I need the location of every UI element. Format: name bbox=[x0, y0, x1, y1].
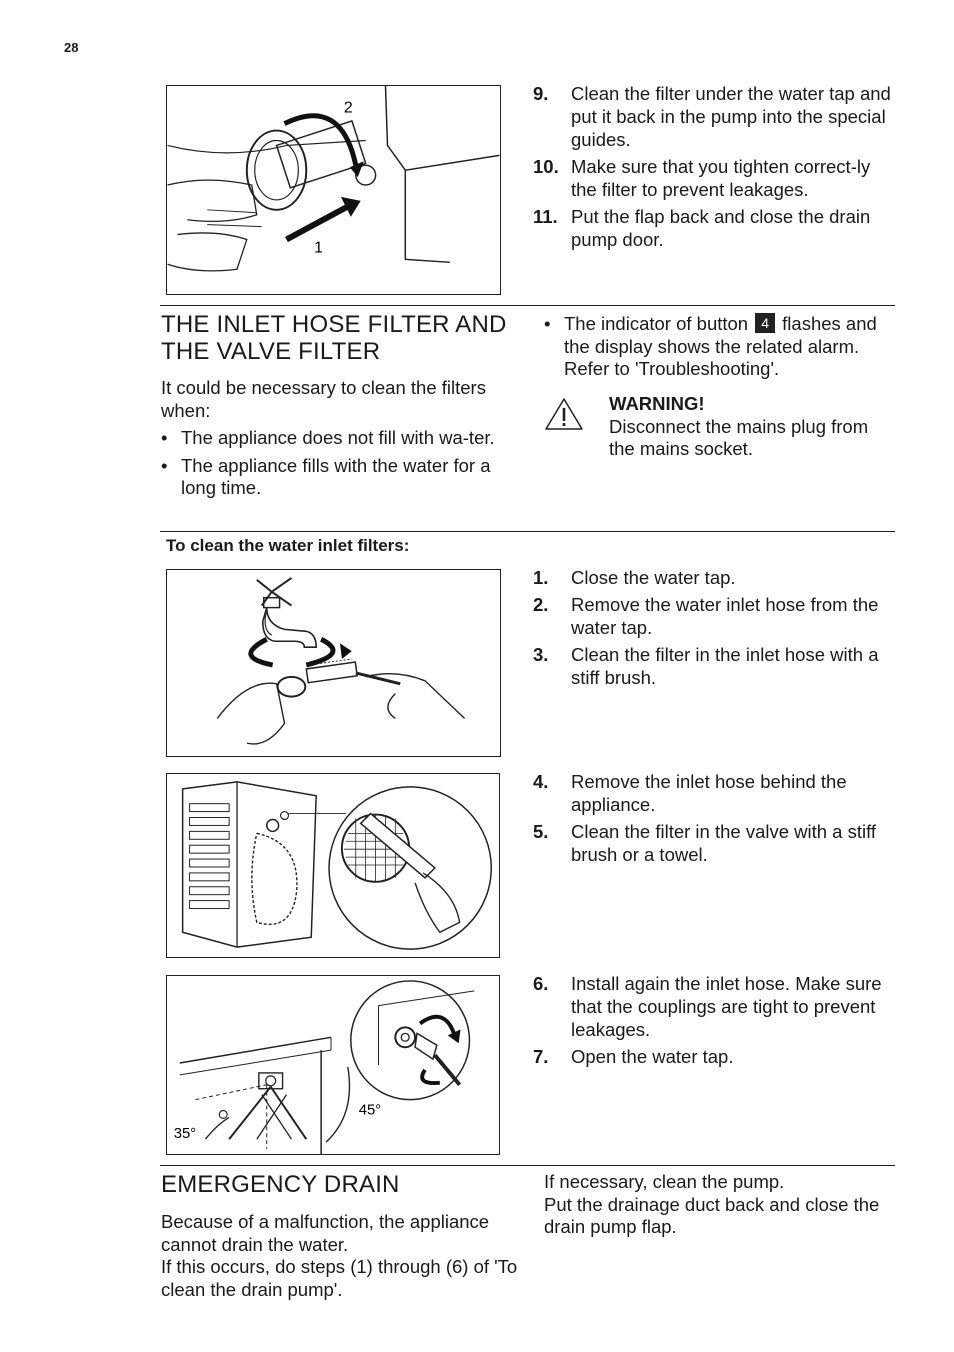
emergency-heading: EMERGENCY DRAIN bbox=[161, 1171, 400, 1198]
section-divider bbox=[160, 305, 895, 306]
hose-angle-illustration bbox=[166, 975, 500, 1155]
warning-text: Disconnect the mains plug from the mains socket. bbox=[609, 415, 869, 459]
valve-filter-illustration bbox=[166, 773, 500, 958]
warning-title: WARNING! bbox=[609, 393, 705, 414]
step-4: 4. Remove the inlet hose behind the appliance. bbox=[533, 771, 847, 815]
button-4-key: 4 bbox=[755, 313, 775, 333]
drain-filter-illustration bbox=[166, 85, 501, 295]
steps-6-7 bbox=[533, 972, 893, 1068]
bullet-item: • The appliance fills with the water for a long time. bbox=[161, 454, 491, 498]
indicator-text-pre: The indicator of button bbox=[564, 313, 749, 334]
step-6: 6. Install again the inlet hose. Make sure that the couplings are tight to prevent leakages. bbox=[533, 973, 882, 1040]
step-9: 9. Clean the filter under the water tap and put it back in the pump into the special guides. bbox=[533, 83, 891, 150]
bullet-item: • The appliance does not fill with wa-ter. bbox=[161, 427, 495, 448]
steps-1-3 bbox=[533, 566, 893, 689]
steps-9-11 bbox=[533, 82, 893, 251]
step-3: 3. Clean the filter in the inlet hose with a stiff brush. bbox=[533, 644, 879, 688]
inlet-filter-section bbox=[161, 311, 521, 500]
step-1: 1. Close the water tap. bbox=[533, 567, 736, 588]
figure-label-1: 1 bbox=[314, 239, 323, 257]
emergency-text-1: Because of a malfunction, the appliance cannot drain the water. bbox=[161, 1211, 490, 1255]
angle-35-label: 35° bbox=[173, 1126, 197, 1143]
step-11: 11. Put the flap back and close the drain pump door. bbox=[533, 206, 871, 250]
step-10: 10. Make sure that you tighten correct-ly the filter to prevent leakages. bbox=[533, 156, 871, 200]
emergency-right-column bbox=[544, 1171, 889, 1239]
emergency-right-2: Put the drainage duct back and close the drain pump flap. bbox=[544, 1193, 880, 1237]
step-5: 5. Clean the filter in the valve with a stiff brush or a towel. bbox=[533, 821, 877, 865]
section-divider bbox=[160, 531, 895, 532]
emergency-text-2: If this occurs, do steps (1) through (6) of 'To clean the drain pump'. bbox=[161, 1256, 518, 1300]
step-2: 2. Remove the water inlet hose from the water tap. bbox=[533, 594, 879, 638]
section-heading-line2: THE VALVE FILTER bbox=[161, 338, 381, 365]
tap-brush-illustration bbox=[166, 569, 501, 757]
emergency-drain-section bbox=[161, 1171, 521, 1301]
intro-text: It could be necessary to clean the filters when: bbox=[161, 377, 486, 421]
warning-icon bbox=[544, 397, 584, 431]
subheading: To clean the water inlet filters: bbox=[166, 536, 410, 555]
emergency-right-1: If necessary, clean the pump. bbox=[544, 1171, 785, 1192]
angle-45-label: 45° bbox=[358, 1102, 382, 1119]
indicator-note: • The indicator of button 4 flashes and the display shows the related alarm. Refer to 'Troubleshooting'. bbox=[544, 313, 877, 379]
warning-block bbox=[609, 393, 894, 461]
section-divider bbox=[160, 1165, 895, 1166]
section-heading-line1: THE INLET HOSE FILTER AND bbox=[161, 311, 507, 338]
step-7: 7. Open the water tap. bbox=[533, 1046, 734, 1067]
steps-4-5 bbox=[533, 770, 893, 866]
figure-label-2: 2 bbox=[343, 99, 353, 117]
indicator-text-post: flashes and the display shows the related alarm. Refer to 'Troubleshooting'. bbox=[564, 313, 877, 379]
page-number: 28 bbox=[64, 40, 79, 55]
